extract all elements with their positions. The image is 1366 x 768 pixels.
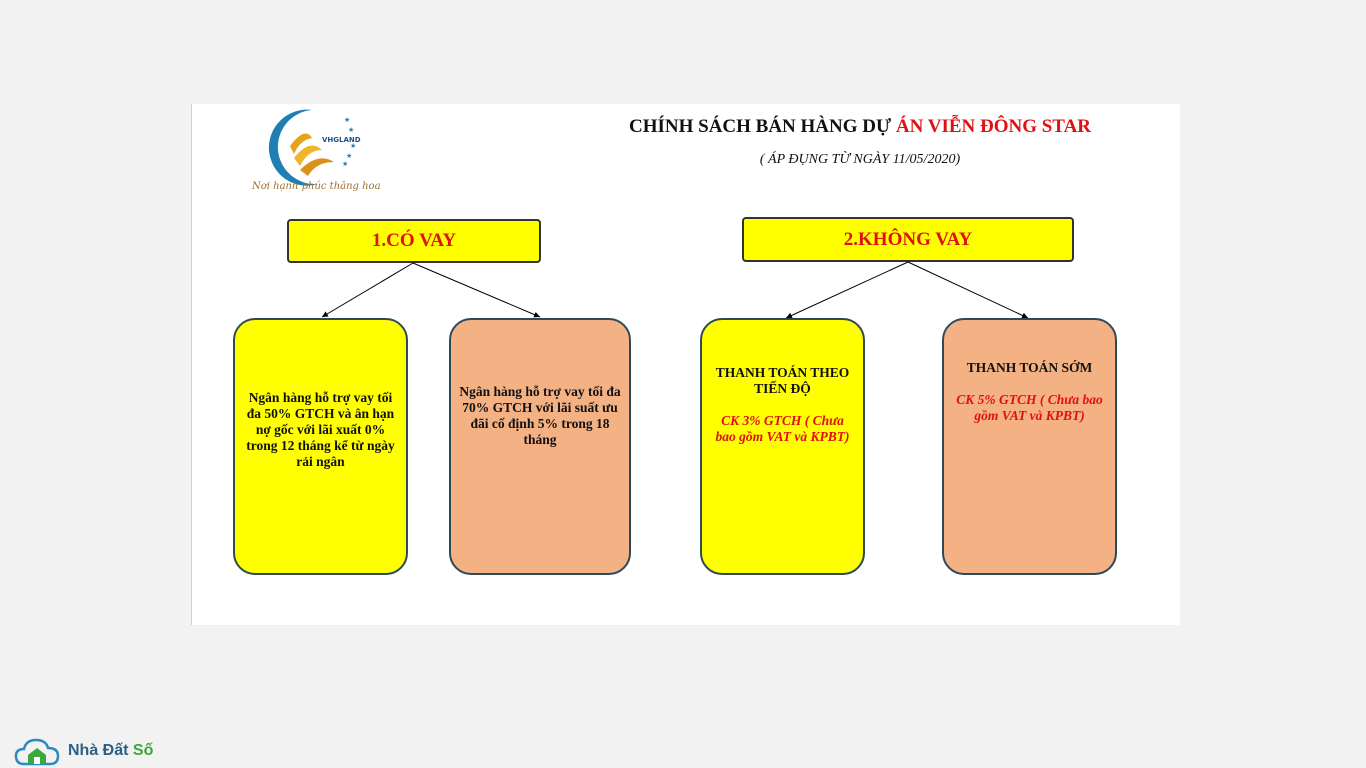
card-khong-vay-option-1-note: CK 3% GTCH ( Chưa bao gồm VAT và KPBT) — [715, 413, 850, 444]
card-co-vay-option-2-text: Ngân hàng hỗ trợ vay tối đa 70% GTCH với lãi suất ưu đãi cố định 5% trong 18 tháng — [459, 384, 621, 447]
card-khong-vay-option-2 — [942, 318, 1117, 575]
logo-tagline: Nơi hạnh phúc thăng hoa — [252, 181, 381, 192]
header-co-vay: 1.CÓ VAY — [287, 219, 541, 263]
watermark-text — [68, 742, 153, 760]
card-co-vay-option-1 — [233, 318, 408, 575]
title-part2: ÁN VIỄN ĐÔNG STAR — [895, 116, 1092, 137]
page-title — [560, 116, 1160, 138]
watermark-text-part1: Nhà Đất — [68, 742, 133, 759]
card-khong-vay-option-1-title: THANH TOÁN THEO TIẾN ĐỘ — [715, 365, 850, 396]
page-subtitle: ( ÁP ĐỤNG TỪ NGÀY 11/05/2020) — [759, 152, 961, 167]
card-khong-vay-option-1 — [700, 318, 865, 575]
svg-text:★: ★ — [342, 160, 349, 168]
svg-text:★: ★ — [344, 116, 351, 124]
card-co-vay-option-1-text: Ngân hàng hỗ trợ vay tối đa 50% GTCH và ân hạn nợ gốc với lãi xuất 0% trong 12 tháng kể từ ngày rải ngân — [246, 390, 395, 469]
nhadatso-watermark — [14, 734, 153, 768]
cloud-house-icon — [14, 734, 64, 768]
title-part1: CHÍNH SÁCH BÁN HÀNG DỰ — [628, 116, 896, 137]
svg-text:★: ★ — [350, 142, 357, 150]
watermark-text-part2: Số — [132, 742, 154, 759]
card-khong-vay-option-2-note: CK 5% GTCH ( Chưa bao gồm VAT và KPBT) — [956, 392, 1103, 423]
svg-text:★: ★ — [348, 126, 355, 134]
svg-text:★: ★ — [346, 152, 353, 160]
svg-text:VHGLAND: VHGLAND — [322, 136, 361, 144]
card-khong-vay-option-2-title: THANH TOÁN SỚM — [966, 360, 1093, 375]
card-co-vay-option-2 — [449, 318, 631, 575]
header-khong-vay: 2.KHÔNG VAY — [742, 217, 1074, 262]
